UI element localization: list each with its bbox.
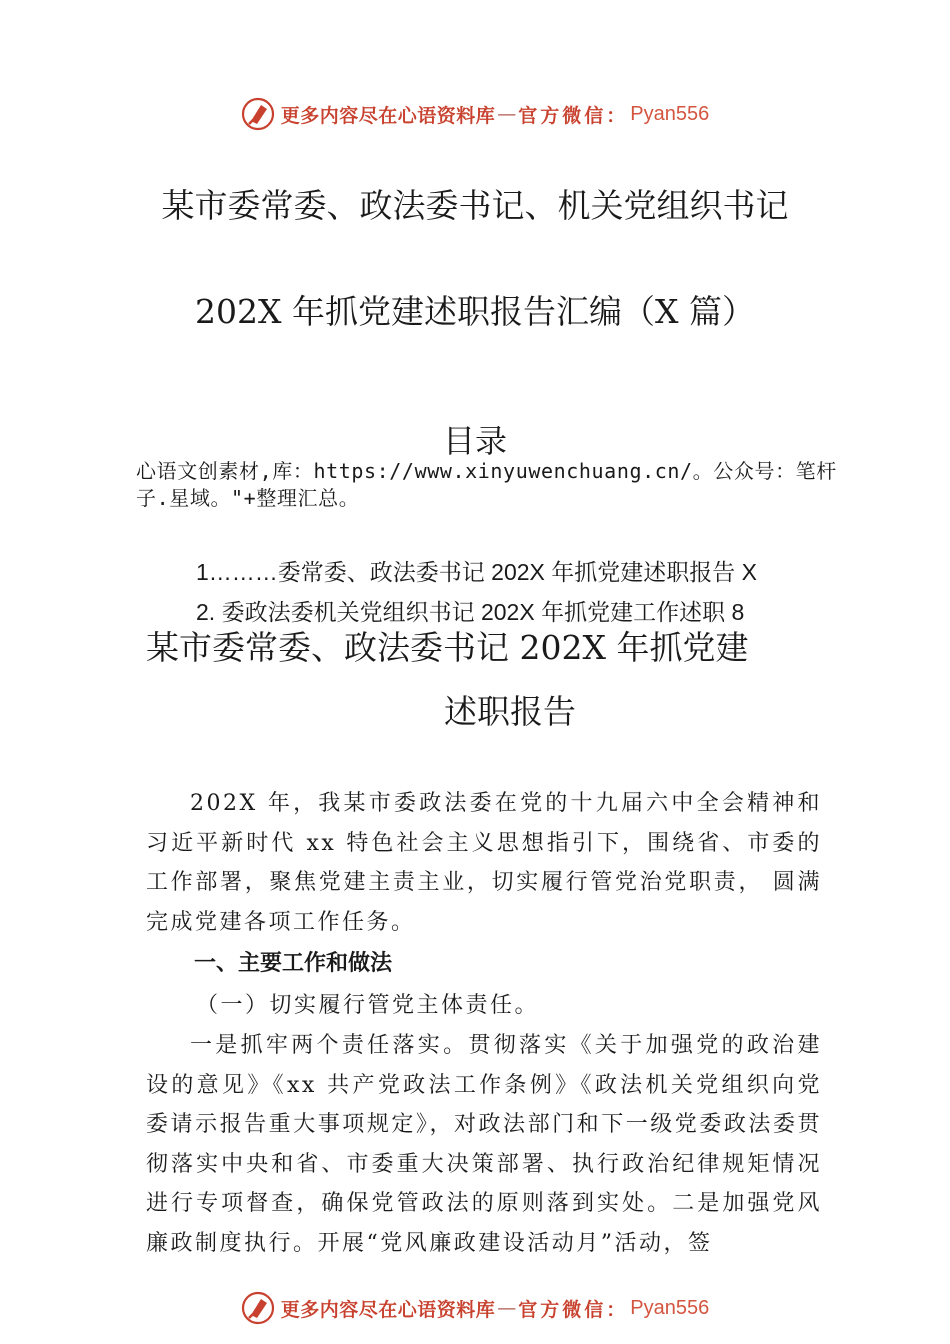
section-heading-2: （一）切实履行管党主体责任。 bbox=[196, 993, 540, 1018]
section-heading-1: 一、主要工作和做法 bbox=[194, 951, 393, 976]
toc-heading: 目录 bbox=[442, 422, 507, 460]
banner-brand-text: 更多内容尽在心语资料库 bbox=[280, 104, 496, 127]
banner-dash: — bbox=[497, 103, 517, 125]
source-note: 心语文创素材,库：https://www.xinyuwenchuang.cn/。公众号：笔杆子.星域。"+整理汇总。 bbox=[136, 459, 837, 510]
article-title-line2: 述职报告 bbox=[444, 692, 576, 731]
toc-item-1[interactable]: 1………委常委、政法委书记 202X 年抓党建述职报告 X bbox=[196, 559, 758, 585]
header-banner bbox=[0, 94, 950, 134]
footer-brand-text: 更多内容尽在心语资料库 bbox=[280, 1298, 496, 1321]
footer-wechat-label: 官方微信： bbox=[518, 1298, 629, 1321]
banner-wechat-label: 官方微信： bbox=[518, 104, 629, 127]
footer-account: Pyan556 bbox=[630, 1296, 710, 1319]
pen-nib-icon bbox=[241, 1291, 275, 1325]
footer-dash: — bbox=[497, 1297, 517, 1319]
pen-nib-icon bbox=[241, 97, 275, 131]
cover-title-line1: 某市委常委、政法委书记、机关党组织书记 bbox=[161, 186, 789, 225]
article-title-line1: 某市委常委、政法委书记 202X 年抓党建 bbox=[146, 628, 749, 667]
intro-paragraph: 202X 年，我某市委政法委在党的十九届六中全会精神和习近平新时代 xx 特色社会主义思想指引下，围绕省、市委的工作部署，聚焦党建主责主业，切实履行管党治党职责， 圆满完成党建各项工作任务。 bbox=[146, 791, 822, 935]
body-paragraph: 一是抓牢两个责任落实。贯彻落实《关于加强党的政治建设的意见》《xx 共产党政法工作条例》《政法机关党组织向党委请示报告重大事项规定》，对政法部门和下一级党委政法委贯彻落实中央和省、市委重大决策部署、执行政治纪律规矩情况进行专项督查，确保党管政法的原则落到实处。二是加强党风廉政制度执行。开展“党风廉政建设活动月”活动，签 bbox=[146, 1033, 822, 1256]
toc-item-2[interactable]: 2. 委政法委机关党组织书记 202X 年抓党建工作述职 8 bbox=[196, 599, 745, 625]
footer-banner bbox=[0, 1288, 950, 1328]
banner-account: Pyan556 bbox=[630, 102, 710, 125]
cover-title-line2: 202X 年抓党建述职报告汇编（X 篇） bbox=[195, 292, 755, 331]
